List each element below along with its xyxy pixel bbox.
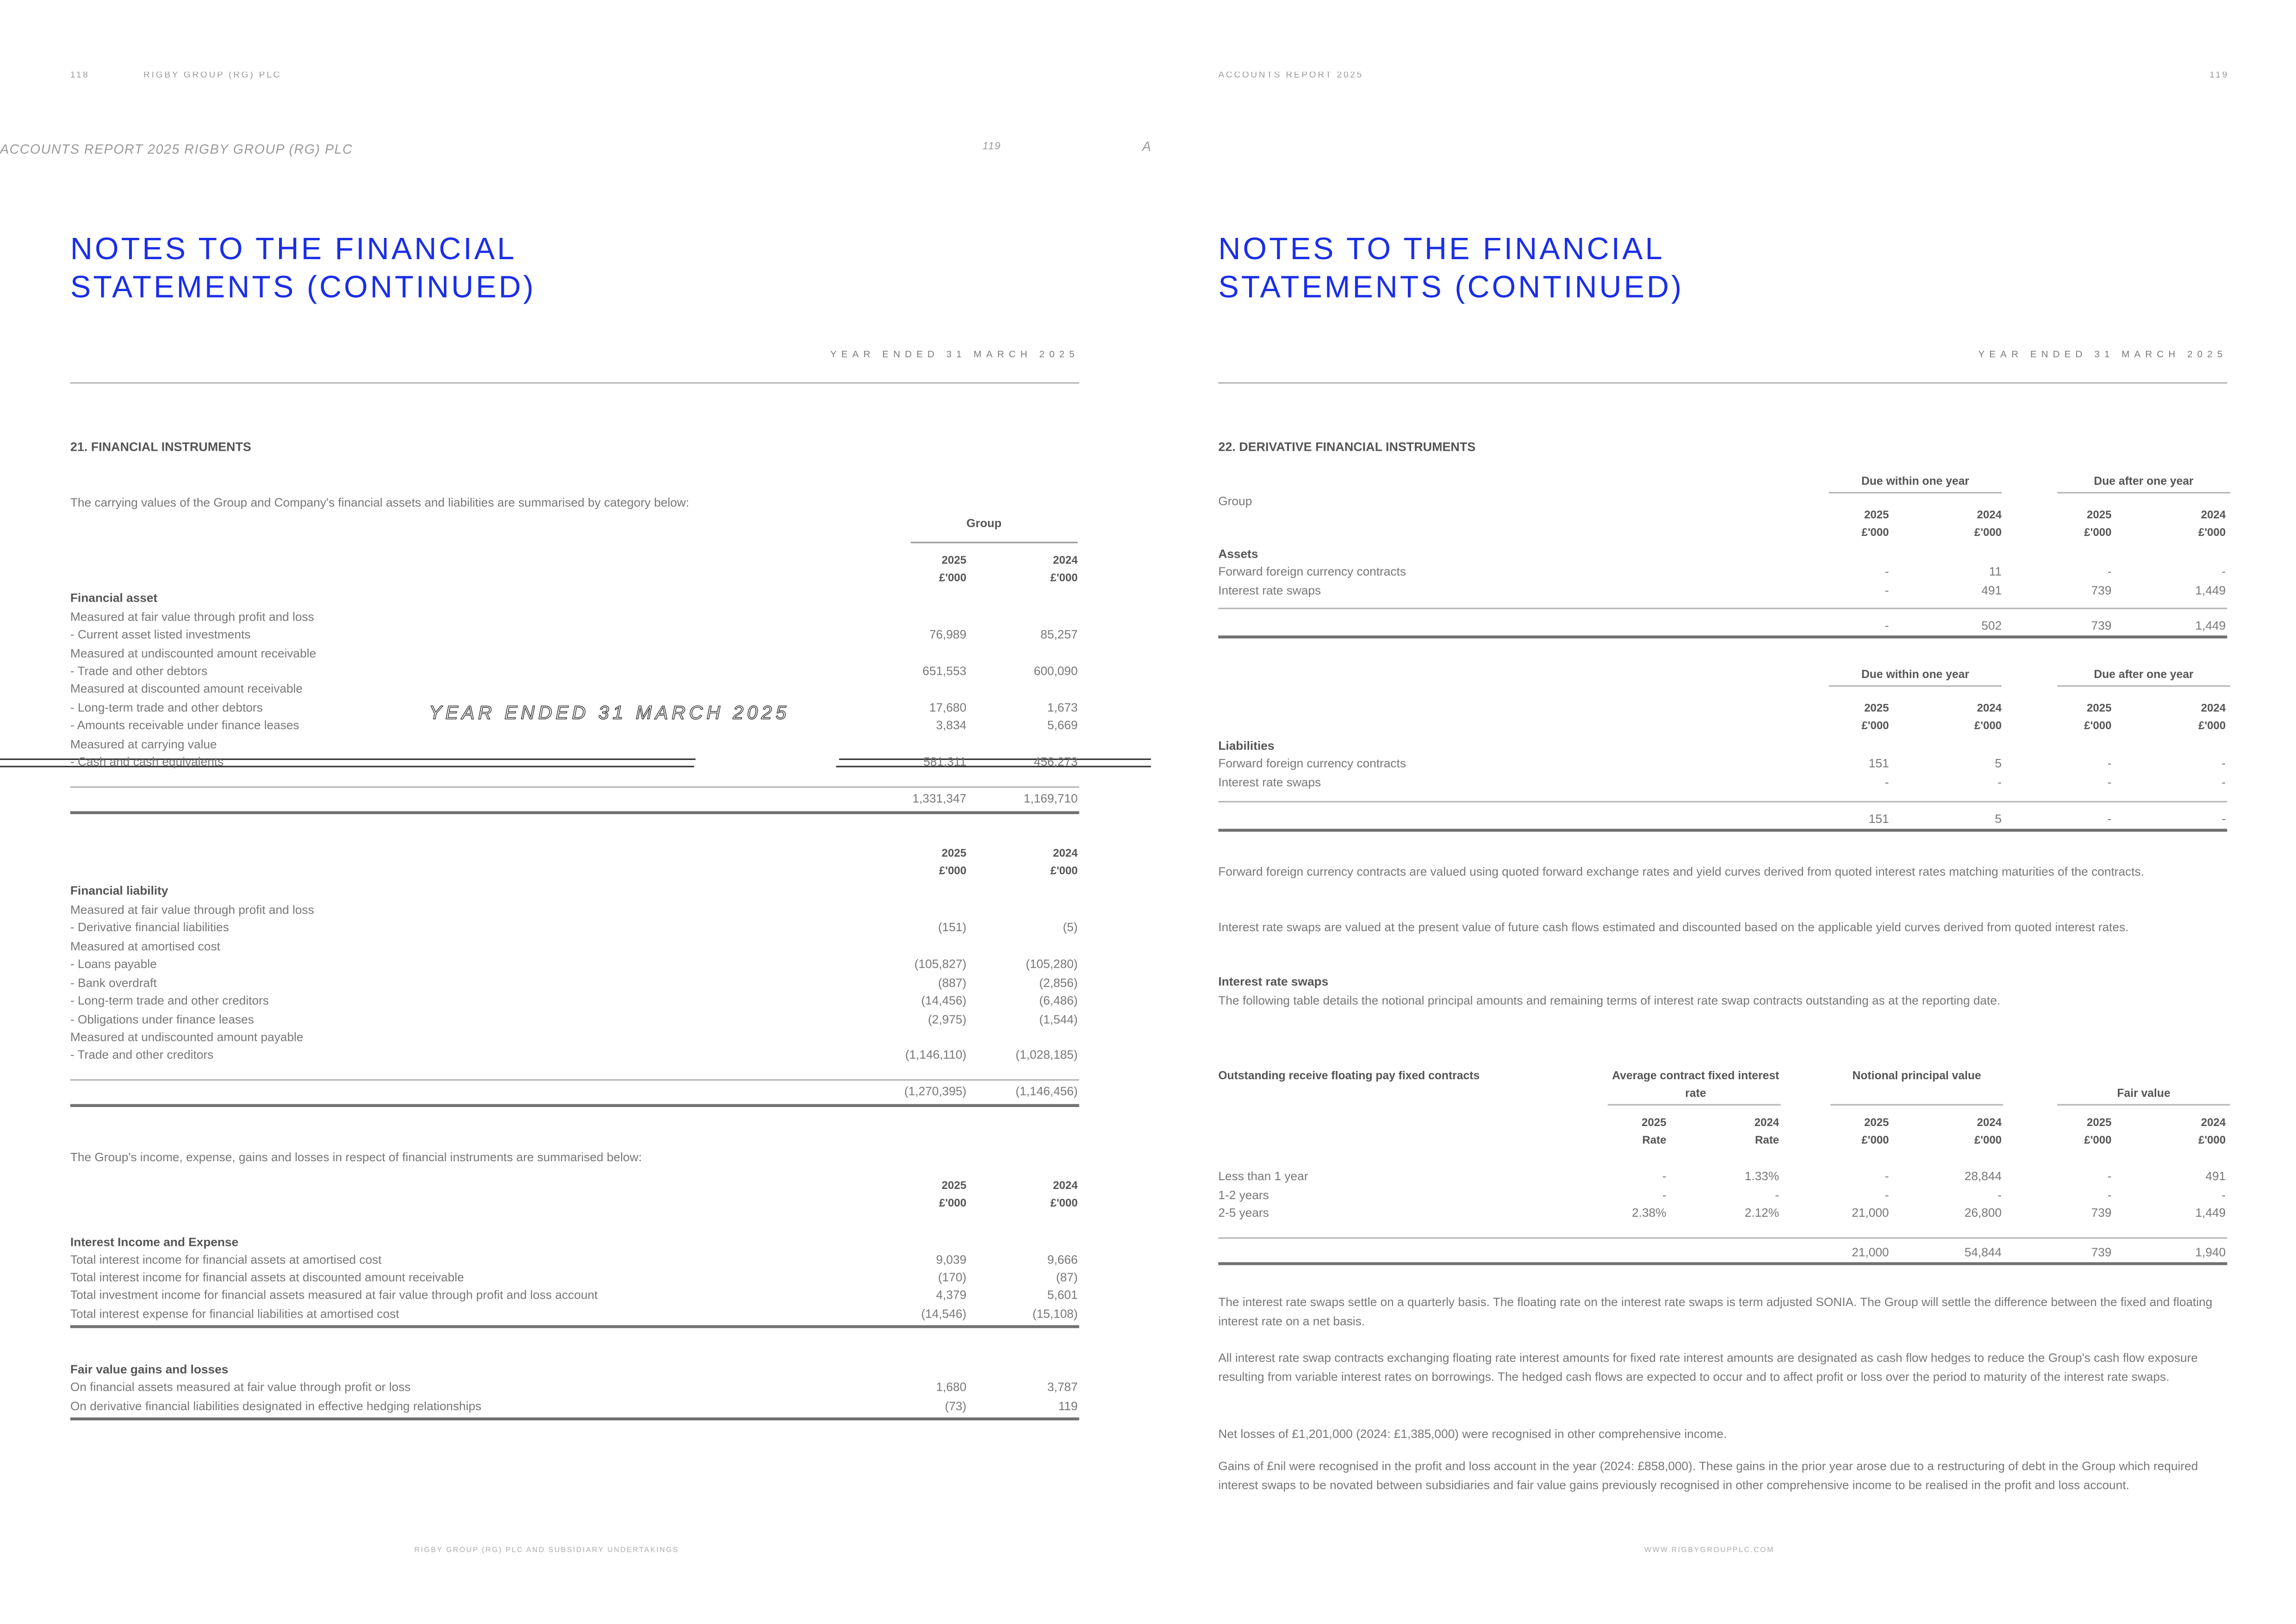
table-cell-value: 9,666 <box>1047 1252 1078 1267</box>
paragraph-losses: Net losses of £1,201,000 (2024: £1,385,000) were recognised in other comprehensive income. <box>1218 1426 1727 1441</box>
table-cell-value: - <box>2221 755 2226 771</box>
table-cell-value: 456,273 <box>1033 754 1078 769</box>
table-row-label: 1-2 years <box>1218 1187 1269 1202</box>
table-cell-value: 21,000 <box>1852 1205 1889 1220</box>
table-cell-value: 17,680 <box>929 700 967 715</box>
table-row-label: 2-5 years <box>1218 1205 1269 1220</box>
total-rule-double <box>70 811 1079 814</box>
table-row-label: - Trade and other creditors <box>70 1047 214 1062</box>
column-header-year: 2024 <box>2201 701 2226 715</box>
table-cell-value: - <box>1885 583 1889 597</box>
category-heading: Interest Income and Expense <box>70 1234 239 1249</box>
column-header-unit: £'000 <box>1974 719 2002 732</box>
column-header-unit: £'000 <box>1861 719 1889 732</box>
page-title-line: NOTES TO THE FINANCIAL <box>1218 233 1665 267</box>
column-group-header: Due within one year <box>1861 474 1969 488</box>
table-cell-value: (105,280) <box>1026 956 1078 971</box>
table-row-label: Total investment income for financial assets measured at fair value through profit and loss account <box>70 1287 598 1302</box>
table-row-label: - Obligations under finance leases <box>70 1012 254 1027</box>
table-row-label: - Amounts receivable under finance leases <box>70 717 299 732</box>
total-value: - <box>2221 811 2226 826</box>
table-cell-value: - <box>2107 1187 2112 1202</box>
table-cell-value: (87) <box>1056 1269 1078 1284</box>
category-heading: Financial asset <box>70 590 158 605</box>
table-row-label: Less than 1 year <box>1218 1168 1308 1183</box>
table-row-label: Total interest income for financial assets at discounted amount receivable <box>70 1269 464 1284</box>
column-header-unit: £'000 <box>1050 571 1078 585</box>
column-header-unit: £'000 <box>1050 864 1078 877</box>
total-rule-double <box>1218 1262 2227 1265</box>
table-cell-value: 2.12% <box>1744 1205 1780 1220</box>
column-header-unit: £'000 <box>1861 525 1889 539</box>
table-cell-value: (1,146,110) <box>905 1047 967 1062</box>
column-header-year: 2025 <box>1864 508 1889 522</box>
column-header-year: 2024 <box>2201 1115 2226 1129</box>
page-title-line: NOTES TO THE FINANCIAL <box>70 233 517 267</box>
swaps-row-header: Outstanding receive floating pay fixed contracts <box>1218 1069 1480 1083</box>
table-cell-value: (5) <box>1063 919 1078 934</box>
table-cell-value: - <box>2221 1187 2226 1202</box>
table-cell-value: 119 <box>1058 1398 1078 1413</box>
table-cell-value: 739 <box>2091 1205 2112 1220</box>
table-cell-value: (6,486) <box>1039 993 1078 1008</box>
table-row-label: Interest rate swaps <box>1218 583 1321 597</box>
table-row-label: Measured at undiscounted amount payable <box>70 1029 304 1044</box>
table-cell-value: 26,800 <box>1964 1205 2002 1220</box>
footer: WWW.RIGBYGROUPPLC.COM <box>1644 1546 1774 1556</box>
footer: RIGBY GROUP (RG) PLC AND SUBSIDIARY UNDERTAKINGS <box>414 1546 679 1556</box>
table-row-label: On derivative financial liabilities designated in effective hedging relationships <box>70 1398 482 1413</box>
page-title-line: STATEMENTS (CONTINUED) <box>1218 271 1684 305</box>
total-value: 739 <box>2091 618 2112 633</box>
total-rule-double <box>70 1418 1079 1420</box>
column-header-unit: £'000 <box>2198 719 2226 732</box>
column-header-unit: £'000 <box>2198 525 2226 539</box>
column-header-year: 2025 <box>1864 701 1889 715</box>
column-header-year: 2025 <box>941 846 967 860</box>
column-group-header: Notional principal value <box>1852 1069 1981 1083</box>
group-label: Group <box>966 516 1002 530</box>
total-value: 1,169,710 <box>1023 790 1078 806</box>
ghost-header-artifact: ACCOUNTS REPORT 2025 RIGBY GROUP (RG) PLC <box>0 142 353 157</box>
table-cell-value: 3,787 <box>1047 1379 1078 1394</box>
total-value: 1,449 <box>2195 618 2226 633</box>
column-header-year: 2025 <box>2086 508 2112 522</box>
table-cell-value: 1,449 <box>2195 583 2226 597</box>
total-rule <box>70 786 1079 788</box>
category-heading: Assets <box>1218 546 1258 561</box>
table-cell-value: (151) <box>938 919 967 934</box>
table-row-label: Forward foreign currency contracts <box>1218 564 1406 579</box>
table-cell-value: 11 <box>1989 564 2002 579</box>
table-cell-value: 3,834 <box>936 717 967 732</box>
column-header-year: 2024 <box>1053 553 1078 567</box>
table-row-label: On financial assets measured at fair value through profit or loss <box>70 1379 411 1394</box>
table-cell-value: 491 <box>2205 1168 2226 1183</box>
table-cell-value: - <box>1662 1187 1667 1202</box>
table-cell-value: 5,669 <box>1047 717 1078 732</box>
ghost-mark-artifact: A <box>1142 139 1152 154</box>
table-cell-value: (1,544) <box>1039 1012 1078 1027</box>
column-header-unit: £'000 <box>939 1196 967 1210</box>
running-header: RIGBY GROUP (RG) PLC <box>143 72 281 81</box>
table-cell-value: (1,028,185) <box>1015 1047 1078 1062</box>
total-rule <box>70 1079 1079 1081</box>
table-row-label: Interest rate swaps <box>1218 774 1321 790</box>
running-header: ACCOUNTS REPORT 2025 <box>1218 72 1364 81</box>
total-rule-double <box>70 1104 1079 1107</box>
table-row-label: - Long-term trade and other debtors <box>70 700 263 715</box>
total-rule-double <box>70 1325 1079 1328</box>
table-row-label: Measured at undiscounted amount receivable <box>70 646 317 660</box>
total-value: 1,331,347 <box>912 790 967 806</box>
total-rule <box>1218 1237 2227 1238</box>
paragraph-hedges: All interest rate swap contracts exchanging floating rate interest amounts for fixed rate interest amounts are designated as cash flow hedges to reduce the Group's cash flow exposure resulting from variable interest rates on borrowings. The hedged cash flows are expected to occur and to affect profit or loss over the period to maturity of the interest rate swaps. <box>1218 1350 2198 1383</box>
total-value: 151 <box>1868 811 1889 826</box>
swaps-intro: The following table details the notional principal amounts and remaining terms of interest rate swap contracts outstanding as at the reporting date. <box>1218 993 2001 1008</box>
divider <box>1218 382 2227 384</box>
table-cell-value: (887) <box>938 975 967 990</box>
total-value: - <box>1885 618 1889 633</box>
total-rule-double <box>1218 635 2227 638</box>
table-cell-value: 5,601 <box>1047 1287 1078 1302</box>
column-header-unit: £'000 <box>2084 525 2112 539</box>
swaps-heading: Interest rate swaps <box>1218 973 1329 989</box>
column-header-unit: £'000 <box>939 864 967 877</box>
table-row-label: Measured at fair value through profit and loss <box>70 902 314 917</box>
table-row-label: Measured at carrying value <box>70 736 217 752</box>
table-cell-value: (14,546) <box>921 1306 967 1321</box>
table-cell-value: - <box>1775 1187 1780 1202</box>
total-rule <box>2057 492 2230 493</box>
paragraph-forwards: Forward foreign currency contracts are valued using quoted forward exchange rates and yield curves derived from quoted interest rates matching maturities of the contracts. <box>1218 864 2144 879</box>
table-cell-value: 1,449 <box>2195 1205 2226 1220</box>
page-title <box>70 231 536 308</box>
total-value: - <box>2107 811 2112 826</box>
column-group-header: Fair value <box>2117 1086 2171 1100</box>
table-cell-value: 739 <box>2091 583 2112 597</box>
category-heading: Financial liability <box>70 883 168 898</box>
column-header-year: 2024 <box>1977 1115 2002 1129</box>
table-row-label: - Bank overdraft <box>70 975 157 990</box>
table-row-label: - Cash and cash equivalents <box>70 754 224 769</box>
paragraph-settle: The interest rate swaps settle on a quarterly basis. The floating rate on the interest rate swaps is term adjusted SONIA. The Group will settle the difference between the fixed and floating interest rate on a net basis. <box>1218 1294 2213 1328</box>
intro-text: The carrying values of the Group and Company's financial assets and liabilities are summarised by category below: <box>70 495 690 510</box>
table-cell-value: 28,844 <box>1964 1168 2002 1183</box>
column-group-header: Due within one year <box>1861 667 1969 681</box>
total-value: (1,146,456) <box>1015 1083 1078 1098</box>
column-header-year: 2024 <box>1977 508 2002 522</box>
table-row-label: Measured at discounted amount receivable <box>70 681 303 696</box>
table-row-label: Measured at amortised cost <box>70 939 220 953</box>
total-rule <box>1608 1104 1780 1106</box>
table-cell-value: - <box>1885 1187 1889 1202</box>
column-header-year: 2025 <box>1642 1115 1667 1129</box>
table-cell-value: 85,257 <box>1040 627 1078 641</box>
table-row-label: - Derivative financial liabilities <box>70 919 229 934</box>
section-title: 21. FINANCIAL INSTRUMENTS <box>70 439 251 454</box>
paragraph-swaps-valuation: Interest rate swaps are valued at the present value of future cash flows estimated and discounted based on the applicable yield curves derived from quoted interest rates. <box>1218 919 2129 934</box>
divider <box>70 382 1079 384</box>
column-group-header: Due after one year <box>2094 474 2194 488</box>
total-rule <box>1830 1104 2003 1106</box>
income-intro: The Group's income, expense, gains and losses in respect of financial instruments are summarised below: <box>70 1149 642 1164</box>
total-rule <box>1218 801 2227 803</box>
table-cell-value: 151 <box>1868 755 1889 771</box>
table-row-label: - Long-term trade and other creditors <box>70 993 269 1008</box>
column-header-year: 2025 <box>2086 1115 2112 1129</box>
table-cell-value: - <box>1997 774 2002 790</box>
table-row-label: - Trade and other debtors <box>70 663 208 678</box>
total-value: 54,844 <box>1964 1244 2002 1259</box>
column-header-unit: Rate <box>1642 1133 1667 1147</box>
table-cell-value: - <box>2221 774 2226 790</box>
year-label: YEAR ENDED 31 MARCH 2025 <box>1978 350 2228 361</box>
table-row-label: - Current asset listed investments <box>70 627 251 641</box>
column-header-year: 2025 <box>1864 1115 1889 1129</box>
column-header-unit: £'000 <box>2084 719 2112 732</box>
total-value: 1,940 <box>2195 1244 2226 1259</box>
group-label: Group <box>1218 493 1252 508</box>
table-cell-value: 1.33% <box>1744 1168 1780 1183</box>
table-cell-value: (105,827) <box>914 956 967 971</box>
column-header-unit: £'000 <box>2198 1133 2226 1147</box>
table-cell-value: (73) <box>945 1398 967 1413</box>
table-cell-value: - <box>2107 564 2112 579</box>
table-cell-value: - <box>1885 1168 1889 1183</box>
column-header-unit: £'000 <box>2084 1133 2112 1147</box>
table-cell-value: - <box>2107 774 2112 790</box>
table-cell-value: - <box>1997 1187 2002 1202</box>
table-row-label: Forward foreign currency contracts <box>1218 755 1406 771</box>
table-cell-value: (2,856) <box>1039 975 1078 990</box>
table-cell-value: - <box>2221 564 2226 579</box>
table-cell-value: 491 <box>1981 583 2002 597</box>
table-cell-value: 9,039 <box>936 1252 967 1267</box>
table-row-label: Total interest income for financial assets at amortised cost <box>70 1252 382 1267</box>
total-rule <box>2057 685 2230 687</box>
column-header-year: 2024 <box>2201 508 2226 522</box>
column-header-year: 2025 <box>941 1178 967 1192</box>
total-rule-double <box>1218 829 2227 832</box>
table-row-label: - Loans payable <box>70 956 157 971</box>
total-value: 739 <box>2091 1244 2112 1259</box>
column-header-year: 2025 <box>2086 701 2112 715</box>
column-header-year: 2024 <box>1754 1115 1780 1129</box>
table-cell-value: (14,456) <box>921 993 967 1008</box>
total-rule <box>1829 685 2002 687</box>
total-value: 21,000 <box>1852 1244 1889 1259</box>
column-header-year: 2024 <box>1053 846 1078 860</box>
column-header-unit: £'000 <box>939 571 967 585</box>
ghost-page-artifact: 119 <box>982 142 1002 153</box>
table-cell-value: 1,680 <box>936 1379 967 1394</box>
table-cell-value: - <box>1885 774 1889 790</box>
paragraph-gains: Gains of £nil were recognised in the profit and loss account in the year (2024: £858,000). These gains in the prior year arose due to a restructuring of debt in the Group which required interest swaps to be novated between subsidiaries and fair value gains previously recognised in other comprehensive income to be realised in the profit and loss account. <box>1218 1458 2198 1492</box>
table-cell-value: 600,090 <box>1033 663 1078 678</box>
table-cell-value: 2.38% <box>1632 1205 1667 1220</box>
table-cell-value: 651,553 <box>922 663 967 678</box>
table-cell-value: 76,989 <box>929 627 967 641</box>
table-cell-value: (2,975) <box>927 1012 967 1027</box>
year-label: YEAR ENDED 31 MARCH 2025 <box>830 350 1079 361</box>
column-header-unit: £'000 <box>1861 1133 1889 1147</box>
column-group-header: Average contract fixed interest rate <box>1612 1069 1780 1100</box>
category-heading: Liabilities <box>1218 738 1275 753</box>
table-cell-value: 1,673 <box>1047 700 1078 715</box>
table-cell-value: (15,108) <box>1032 1306 1078 1321</box>
column-header-unit: £'000 <box>1050 1196 1078 1210</box>
table-cell-value: (170) <box>938 1269 967 1284</box>
section-title: 22. DERIVATIVE FINANCIAL INSTRUMENTS <box>1218 439 1476 454</box>
table-cell-value: - <box>2107 755 2112 771</box>
table-row-label: Measured at fair value through profit and loss <box>70 609 314 624</box>
total-rule <box>1218 608 2227 609</box>
page-number: 119 <box>2209 72 2229 81</box>
table-cell-value: 5 <box>1995 755 2002 771</box>
total-rule <box>1829 492 2002 493</box>
group-underline <box>911 542 1078 543</box>
column-header-year: 2024 <box>1053 1178 1078 1192</box>
column-header-unit: Rate <box>1755 1133 1780 1147</box>
table-cell-value: 581,311 <box>923 754 967 769</box>
table-row-label: Total interest expense for financial liabilities at amortised cost <box>70 1306 399 1321</box>
overlay-year-artifact: YEAR ENDED 31 MARCH 2025 <box>429 701 790 723</box>
category-heading: Fair value gains and losses <box>70 1362 229 1377</box>
table-cell-value: - <box>1662 1168 1667 1183</box>
total-value: 502 <box>1981 618 2002 633</box>
column-header-year: 2024 <box>1977 701 2002 715</box>
table-cell-value: - <box>1885 564 1889 579</box>
total-rule <box>2057 1104 2230 1106</box>
page-title <box>1218 231 1684 308</box>
page-number: 118 <box>70 72 90 81</box>
column-group-header: Due after one year <box>2094 667 2194 681</box>
page-title-line: STATEMENTS (CONTINUED) <box>70 271 536 305</box>
column-header-unit: £'000 <box>1974 1133 2002 1147</box>
column-header-unit: £'000 <box>1974 525 2002 539</box>
table-cell-value: 4,379 <box>936 1287 967 1302</box>
column-header-year: 2025 <box>941 553 967 567</box>
table-cell-value: - <box>2107 1168 2112 1183</box>
total-value: (1,270,395) <box>904 1083 967 1098</box>
total-value: 5 <box>1995 811 2002 826</box>
